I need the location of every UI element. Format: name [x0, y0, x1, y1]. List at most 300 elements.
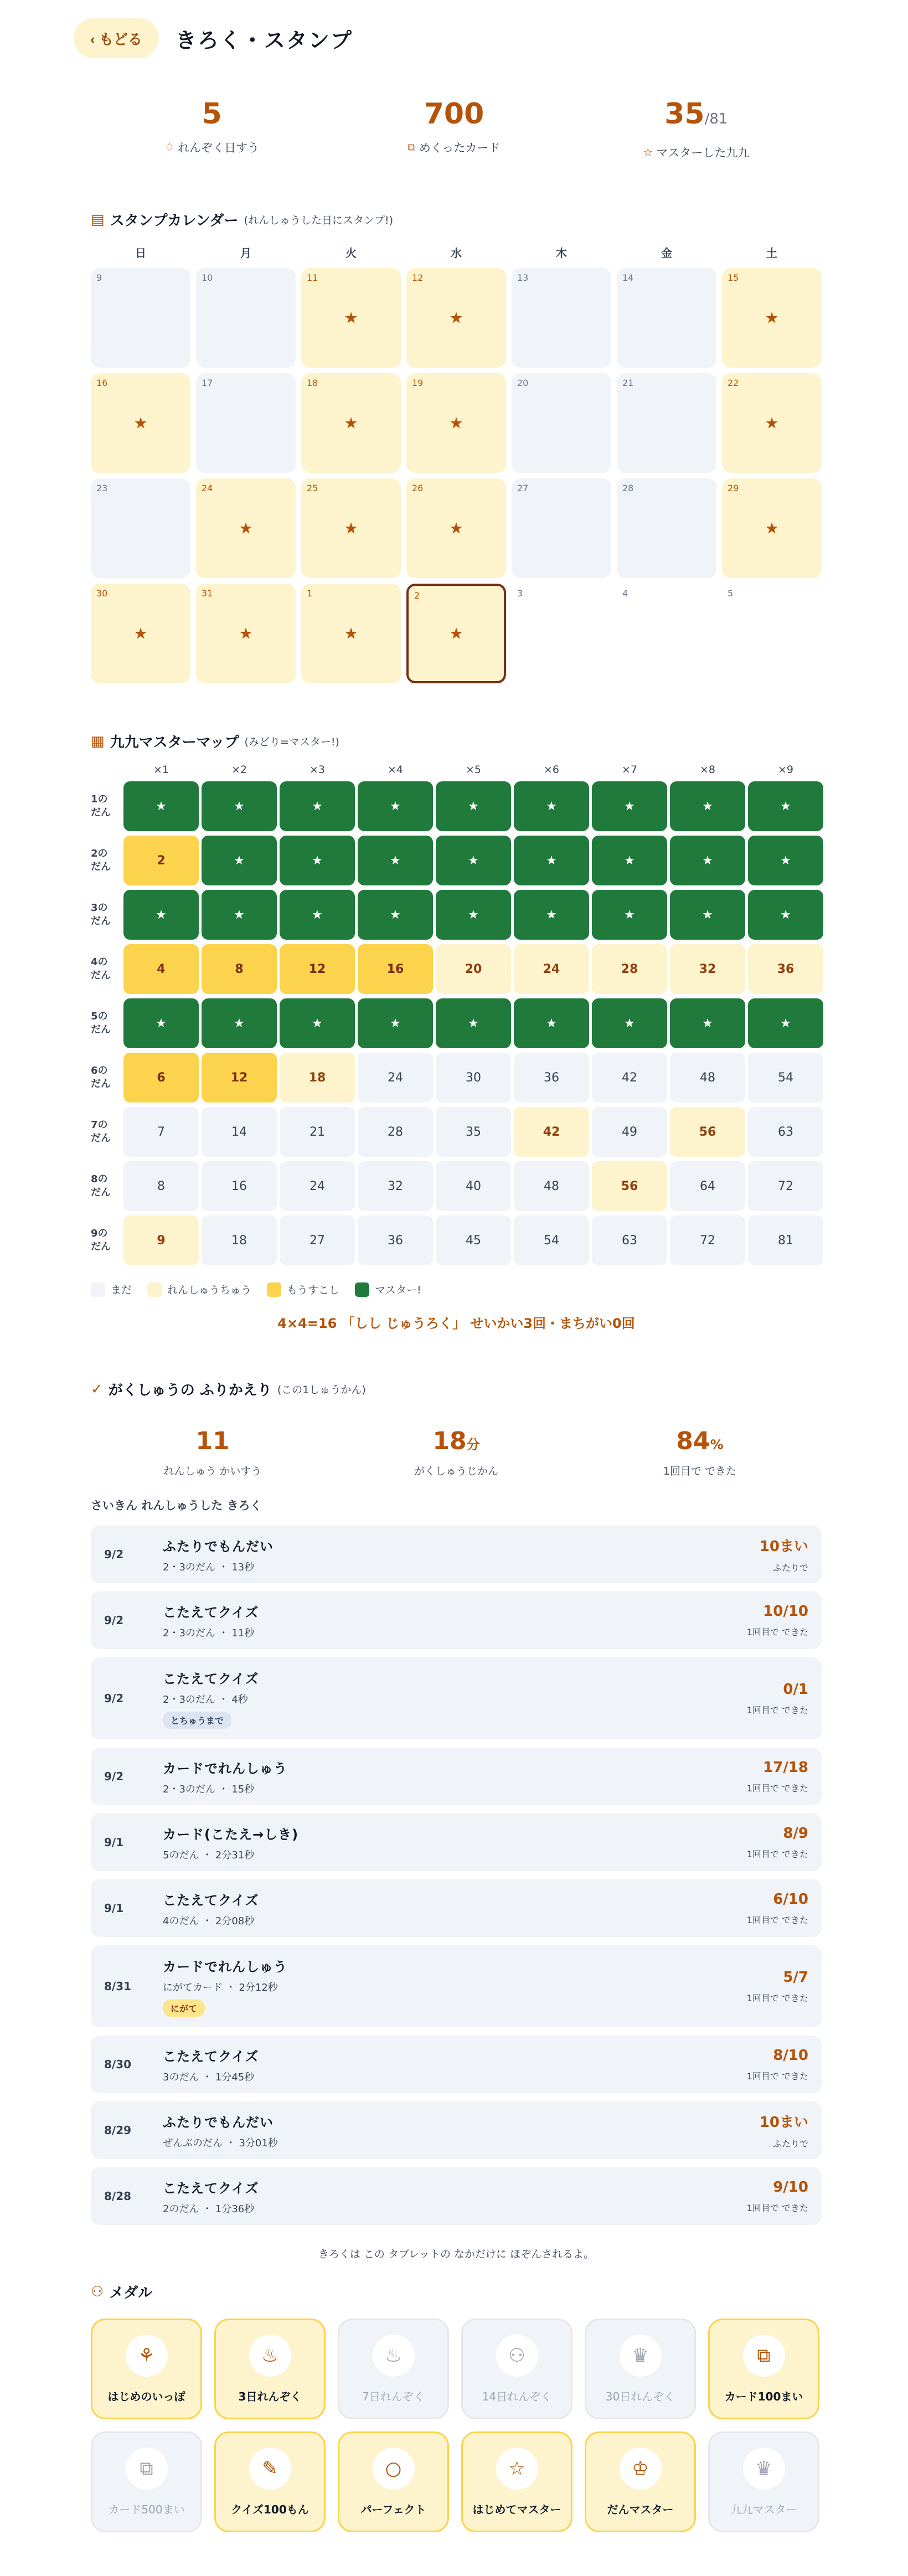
- history-title: カード(こたえ→しき): [163, 1826, 299, 1842]
- multiplication-cell[interactable]: 42: [592, 1053, 667, 1102]
- circle-icon: ○: [373, 2448, 415, 2490]
- multiplication-cell[interactable]: ★: [280, 781, 355, 831]
- multiplication-cell[interactable]: 7: [123, 1107, 199, 1157]
- multiplication-cell[interactable]: ★: [748, 836, 823, 885]
- check-icon: ✓: [91, 1380, 103, 1398]
- calendar-grid: [91, 268, 822, 683]
- calendar-day[interactable]: [196, 478, 296, 578]
- column-label: ×3: [309, 764, 325, 776]
- storage-note: きろくは この タブレットの なかだけに ほぞんされるよ。: [318, 2248, 595, 2260]
- multiplication-cell[interactable]: 49: [592, 1107, 667, 1157]
- multiplication-cell[interactable]: 9: [123, 1215, 199, 1265]
- weekday-label: 日: [135, 246, 146, 260]
- history-score: 6/10: [773, 1890, 808, 1908]
- legend-label: もうすこし: [287, 1284, 340, 1296]
- multiplication-cell[interactable]: ★: [280, 998, 355, 1048]
- row-label: 4の だん: [91, 956, 111, 981]
- day-number: 10: [202, 272, 213, 283]
- review-stat-label: れんしゅう かいすう: [163, 1465, 262, 1477]
- column-label: ×9: [777, 764, 793, 776]
- multiplication-cell[interactable]: ★: [202, 836, 277, 885]
- multiplication-cell[interactable]: 40: [436, 1161, 511, 1211]
- review-stat-value: 11: [195, 1427, 230, 1455]
- mastermap-columns: [91, 764, 822, 776]
- history-row[interactable]: [91, 1591, 822, 1649]
- medal-label: カード100まい: [724, 2389, 803, 2403]
- column-label: ×6: [543, 764, 559, 776]
- history-score-label: 1回目で できた: [746, 1914, 808, 1925]
- page-title: きろく・スタンプ: [175, 28, 353, 53]
- history-score-label: 1回目で できた: [746, 1992, 808, 2003]
- multiplication-cell[interactable]: ★: [592, 781, 667, 831]
- multiplication-cell[interactable]: 42: [514, 1107, 589, 1157]
- history-row[interactable]: [91, 2036, 822, 2093]
- multiplication-cell[interactable]: ★: [280, 836, 355, 885]
- history-title: カードでれんしゅう: [163, 1959, 287, 1975]
- multiplication-cell[interactable]: 54: [748, 1053, 823, 1102]
- multiplication-cell[interactable]: 18: [280, 1053, 355, 1102]
- history-date: 8/28: [104, 2189, 132, 2203]
- multiplication-cell[interactable]: 36: [514, 1053, 589, 1102]
- day-number: 24: [202, 483, 213, 493]
- day-number: 20: [517, 378, 529, 388]
- calendar-day: [722, 584, 822, 683]
- star-icon: ☆: [643, 146, 653, 159]
- calendar-weekdays: [91, 244, 822, 260]
- day-number: 3: [517, 588, 523, 599]
- multiplication-cell[interactable]: 64: [670, 1161, 745, 1211]
- summary-stats: [91, 97, 817, 161]
- multiplication-cell[interactable]: 48: [670, 1053, 745, 1102]
- history-score-label: 1回目で できた: [746, 2202, 808, 2213]
- legend-label: まだ: [111, 1284, 132, 1296]
- history-detail: 2・3のだん ・ 15秒: [163, 1783, 255, 1795]
- day-number: 25: [307, 483, 318, 493]
- crown-icon: ♛: [743, 2448, 785, 2490]
- history-date: 9/2: [104, 1692, 124, 1705]
- column-label: ×5: [465, 764, 481, 776]
- review-stat-value-wrap: [91, 1427, 334, 1455]
- history-result: [747, 2047, 808, 2082]
- multiplication-cell[interactable]: ★: [202, 890, 277, 940]
- calendar-day[interactable]: [722, 478, 822, 578]
- medal-badge[interactable]: [214, 2319, 326, 2419]
- multiplication-cell[interactable]: ★: [514, 890, 589, 940]
- medal-label: 14日れんぞく: [482, 2389, 552, 2403]
- medal-badge[interactable]: [91, 2431, 202, 2532]
- row-label: 8の だん: [91, 1173, 111, 1198]
- calendar-day[interactable]: [722, 373, 822, 473]
- review-title: がくしゅうの ふりかえり: [108, 1382, 272, 1399]
- history-title: カードでれんしゅう: [163, 1760, 287, 1776]
- day-number: 28: [622, 483, 634, 493]
- history-detail: にがてカード ・ 2分12秒: [163, 1982, 278, 1993]
- stamp-star-icon: ★: [344, 624, 358, 643]
- calendar-day[interactable]: [91, 478, 190, 578]
- medal-badge[interactable]: [461, 2319, 572, 2419]
- history-result: [747, 1759, 808, 1794]
- history-info: [163, 2046, 747, 2084]
- history-detail: 2・3のだん ・ 11秒: [163, 1627, 255, 1639]
- history-score-label: 1回目で できた: [746, 1704, 808, 1715]
- history-date: 9/1: [104, 1836, 124, 1849]
- calendar-day[interactable]: [301, 584, 401, 683]
- multiplication-cell[interactable]: ★: [592, 890, 667, 940]
- multiplication-cell[interactable]: ★: [123, 781, 199, 831]
- history-score: 5/7: [783, 1969, 808, 1986]
- stamp-star-icon: ★: [449, 624, 463, 643]
- sprout-icon: ⚘: [126, 2335, 168, 2377]
- multiplication-cell[interactable]: ★: [592, 998, 667, 1048]
- multiplication-cell[interactable]: ★: [514, 836, 589, 885]
- multiplication-cell[interactable]: ★: [748, 781, 823, 831]
- stamp-star-icon: ★: [239, 624, 253, 643]
- history-list: [91, 1526, 822, 2225]
- multiplication-cell[interactable]: 56: [670, 1107, 745, 1157]
- history-row[interactable]: [91, 1657, 822, 1739]
- multiplication-cell[interactable]: ★: [358, 890, 433, 940]
- history-date: 9/1: [104, 1902, 124, 1915]
- calendar-day[interactable]: [91, 373, 190, 473]
- multiplication-cell[interactable]: 24: [514, 944, 589, 994]
- day-number: 26: [412, 483, 424, 493]
- calendar-day[interactable]: [617, 373, 716, 473]
- weekday-label: 水: [451, 246, 462, 260]
- stat-streak: [91, 97, 333, 161]
- history-date: 8/31: [104, 1980, 132, 1993]
- stamp-star-icon: ★: [765, 414, 779, 432]
- calendar-day[interactable]: [617, 268, 716, 368]
- history-detail: ぜんぶのだん ・ 3分01秒: [163, 2137, 278, 2149]
- medal-label: はじめのいっぽ: [107, 2389, 185, 2403]
- day-number: 15: [728, 272, 739, 283]
- multiplication-cell[interactable]: 24: [358, 1053, 433, 1102]
- legend-label: れんしゅうちゅう: [167, 1284, 252, 1296]
- history-detail: 2・3のだん ・ 13秒: [163, 1561, 255, 1573]
- cards-icon: ⧉: [407, 141, 416, 154]
- multiplication-cell[interactable]: 27: [280, 1215, 355, 1265]
- row-label: 6の だん: [91, 1065, 111, 1090]
- multiplication-cell[interactable]: ★: [358, 998, 433, 1048]
- calendar-day[interactable]: [512, 478, 611, 578]
- multiplication-cell[interactable]: 36: [748, 944, 823, 994]
- multiplication-cell[interactable]: ★: [670, 836, 745, 885]
- multiplication-cell[interactable]: 8: [202, 944, 277, 994]
- stat-label: れんぞく日すう: [178, 141, 260, 154]
- day-number: 4: [622, 588, 628, 599]
- medals-title: メダル: [109, 2285, 153, 2301]
- calendar-day[interactable]: [91, 268, 190, 368]
- day-number: 5: [728, 588, 734, 599]
- star-icon: ☆: [496, 2448, 538, 2490]
- medal-badge[interactable]: [91, 2319, 202, 2419]
- day-number: 17: [202, 378, 213, 388]
- history-score: 9/10: [773, 2178, 808, 2196]
- calendar-day[interactable]: [301, 478, 401, 578]
- history-title: こたえてクイズ: [163, 1671, 259, 1687]
- review-stat-label: 1回目で できた: [663, 1465, 737, 1477]
- calendar-day[interactable]: [406, 268, 506, 368]
- medal-label: 九九マスター: [730, 2502, 797, 2516]
- cards-icon: ⧉: [126, 2448, 168, 2490]
- stamp-calendar: [91, 209, 822, 683]
- multiplication-cell[interactable]: ★: [358, 781, 433, 831]
- history-row[interactable]: [91, 1945, 822, 2027]
- multiplication-cell[interactable]: ★: [123, 890, 199, 940]
- legend-swatch: [267, 1282, 281, 1297]
- last-answer-record: 4×4=16 「しし じゅうろく」 せいかい3回・まちがい0回: [277, 1316, 635, 1331]
- stamp-star-icon: ★: [133, 414, 148, 432]
- day-number: 16: [96, 378, 108, 388]
- stat-label: マスターした九九: [656, 146, 750, 159]
- day-number: 27: [517, 483, 529, 493]
- history-info: [163, 1601, 747, 1640]
- history-title: こたえてクイズ: [163, 1892, 259, 1908]
- multiplication-cell[interactable]: ★: [358, 836, 433, 885]
- history-score: 10まい: [759, 2114, 808, 2131]
- multiplication-cell[interactable]: ★: [748, 998, 823, 1048]
- row-label: 7の だん: [91, 1119, 111, 1144]
- multiplication-cell[interactable]: 8: [123, 1161, 199, 1211]
- medal-badge[interactable]: [338, 2319, 449, 2419]
- history-detail: 2・3のだん ・ 4秒: [163, 1694, 248, 1706]
- calendar-day[interactable]: [617, 478, 716, 578]
- multiplication-cell[interactable]: 63: [748, 1107, 823, 1157]
- day-number: 31: [202, 588, 213, 599]
- multiplication-cell[interactable]: ★: [202, 998, 277, 1048]
- history-row[interactable]: [91, 1748, 822, 1805]
- multiplication-cell[interactable]: ★: [123, 998, 199, 1048]
- multiplication-cell[interactable]: 21: [280, 1107, 355, 1157]
- review-subtitle: (この1しゅうかん): [277, 1384, 366, 1396]
- multiplication-cell[interactable]: ★: [670, 998, 745, 1048]
- multiplication-cell[interactable]: ★: [436, 998, 511, 1048]
- multiplication-cell[interactable]: 28: [358, 1107, 433, 1157]
- stamp-star-icon: ★: [765, 308, 779, 327]
- medal-label: はじめてマスター: [472, 2502, 561, 2516]
- history-result: [747, 1825, 808, 1860]
- stat-cards: [333, 97, 575, 161]
- day-number: 30: [96, 588, 108, 599]
- multiplication-cell[interactable]: ★: [670, 890, 745, 940]
- day-number: 13: [517, 272, 529, 283]
- multiplication-cell[interactable]: 16: [202, 1161, 277, 1211]
- medal-icon: ⚇: [91, 2283, 104, 2300]
- day-number: 23: [96, 483, 108, 493]
- weekday-label: 金: [661, 246, 672, 260]
- multiplication-cell[interactable]: 18: [202, 1215, 277, 1265]
- review-section: [91, 1379, 822, 2261]
- multiplication-cell[interactable]: ★: [592, 836, 667, 885]
- column-label: ×7: [621, 764, 637, 776]
- history-info: [163, 1758, 747, 1796]
- calendar-subtitle: (れんしゅうした日にスタンプ!): [244, 214, 394, 226]
- multiplication-cell[interactable]: 12: [280, 944, 355, 994]
- calendar-day[interactable]: [406, 478, 506, 578]
- weekday-label: 月: [240, 246, 251, 260]
- review-stat-unit: %: [710, 1437, 724, 1452]
- day-number: 11: [307, 272, 318, 283]
- medal-badge[interactable]: [461, 2431, 572, 2532]
- multiplication-cell[interactable]: ★: [436, 781, 511, 831]
- multiplication-cell[interactable]: ★: [514, 998, 589, 1048]
- stamp-star-icon: ★: [344, 519, 358, 538]
- multiplication-cell[interactable]: 35: [436, 1107, 511, 1157]
- calendar-day[interactable]: [196, 373, 296, 473]
- history-detail: 3のだん ・ 1分45秒: [163, 2071, 255, 2083]
- calendar-title: スタンプカレンダー: [110, 213, 239, 229]
- medal-label: パーフェクト: [360, 2502, 426, 2516]
- stat-label: めくったカード: [419, 141, 501, 154]
- day-number: 29: [728, 483, 739, 493]
- review-stat-value: 84: [676, 1427, 710, 1455]
- legend-item: [355, 1282, 421, 1297]
- multiplication-cell[interactable]: ★: [436, 890, 511, 940]
- review-stats: [91, 1427, 822, 1478]
- medals-section: [91, 2281, 822, 2532]
- medal-badge[interactable]: [585, 2319, 696, 2419]
- calendar-day[interactable]: [301, 373, 401, 473]
- history-result: [760, 2111, 808, 2150]
- calendar-day[interactable]: [196, 584, 296, 683]
- history-tag: とちゅうまで: [163, 1712, 231, 1729]
- multiplication-cell[interactable]: ★: [514, 781, 589, 831]
- history-score: 8/9: [783, 1825, 808, 1842]
- review-stat-value-wrap: [578, 1427, 822, 1455]
- mastermap-grid: [91, 781, 822, 1265]
- medal-label: 7日れんぞく: [362, 2389, 425, 2403]
- history-score: 0/1: [783, 1681, 808, 1698]
- calendar-day[interactable]: [512, 268, 611, 368]
- multiplication-cell[interactable]: ★: [670, 781, 745, 831]
- day-number: 1: [307, 588, 313, 599]
- history-title: ふたりでもんだい: [163, 1538, 274, 1554]
- calendar-day: [617, 584, 716, 683]
- multiplication-cell[interactable]: 30: [436, 1053, 511, 1102]
- calendar-day[interactable]: [91, 584, 190, 683]
- column-label: ×8: [699, 764, 715, 776]
- multiplication-cell[interactable]: 45: [436, 1215, 511, 1265]
- calendar-day[interactable]: [406, 584, 506, 683]
- column-label: ×4: [387, 764, 403, 776]
- calendar-day[interactable]: [512, 373, 611, 473]
- back-button[interactable]: ‹ もどる: [74, 18, 159, 58]
- multiplication-cell[interactable]: 20: [436, 944, 511, 994]
- multiplication-cell[interactable]: 81: [748, 1215, 823, 1265]
- medal-badge[interactable]: [585, 2431, 696, 2532]
- medal-badge[interactable]: [214, 2431, 326, 2532]
- history-info: [163, 1889, 747, 1928]
- history-date: 9/2: [104, 1548, 124, 1561]
- stamp-star-icon: ★: [344, 414, 358, 432]
- multiplication-cell[interactable]: ★: [280, 890, 355, 940]
- medal-badge[interactable]: [708, 2319, 819, 2419]
- stat-suffix: /81: [704, 111, 728, 127]
- weekday-label: 土: [766, 246, 777, 260]
- history-row[interactable]: [91, 2101, 822, 2159]
- history-info: [163, 2111, 760, 2150]
- cards-icon: ⧉: [743, 2335, 785, 2377]
- multiplication-cell[interactable]: ★: [436, 836, 511, 885]
- history-info: [163, 1536, 760, 1574]
- multiplication-cell[interactable]: 16: [358, 944, 433, 994]
- calendar-day[interactable]: [406, 373, 506, 473]
- multiplication-cell[interactable]: 6: [123, 1053, 199, 1102]
- multiplication-cell[interactable]: 72: [748, 1161, 823, 1211]
- review-stat: [334, 1427, 578, 1478]
- history-result: [760, 1535, 808, 1574]
- legend-item: [147, 1282, 251, 1297]
- history-title: こたえてクイズ: [163, 2048, 259, 2064]
- multiplication-cell[interactable]: 2: [123, 836, 199, 885]
- history-score-label: 1回目で できた: [746, 2070, 808, 2082]
- stat-value: 5: [202, 97, 222, 131]
- stamp-star-icon: ★: [449, 414, 463, 432]
- multiplication-cell[interactable]: 28: [592, 944, 667, 994]
- multiplication-cell[interactable]: 4: [123, 944, 199, 994]
- flame-icon: ♢: [164, 141, 175, 154]
- history-info: [163, 1668, 747, 1729]
- multiplication-cell[interactable]: 48: [514, 1161, 589, 1211]
- medal-badge[interactable]: [338, 2431, 449, 2532]
- multiplication-cell[interactable]: 32: [358, 1161, 433, 1211]
- review-stat-value: 18: [432, 1427, 467, 1455]
- multiplication-cell[interactable]: ★: [748, 890, 823, 940]
- history-detail: 4のだん ・ 2分08秒: [163, 1915, 255, 1927]
- history-row[interactable]: [91, 2167, 822, 2225]
- review-stat-unit: 分: [466, 1437, 480, 1452]
- calendar-day[interactable]: [196, 268, 296, 368]
- multiplication-cell[interactable]: 36: [358, 1215, 433, 1265]
- multiplication-cell[interactable]: 32: [670, 944, 745, 994]
- history-info: [163, 1956, 747, 2017]
- mastermap-subtitle: (みどり=マスター!): [244, 736, 339, 748]
- multiplication-cell[interactable]: ★: [202, 781, 277, 831]
- day-number: 22: [728, 378, 739, 388]
- row-label: 5の だん: [91, 1011, 111, 1035]
- legend-item: [267, 1282, 339, 1297]
- history-info: [163, 2177, 747, 2216]
- review-stat-value-wrap: [334, 1427, 578, 1455]
- day-number: 14: [622, 272, 634, 283]
- history-result: [747, 1681, 808, 1716]
- calendar-day[interactable]: [722, 268, 822, 368]
- header: [74, 18, 353, 58]
- multiplication-cell[interactable]: 14: [202, 1107, 277, 1157]
- multiplication-cell[interactable]: 56: [592, 1161, 667, 1211]
- stamp-star-icon: ★: [239, 519, 253, 538]
- day-number: 18: [307, 378, 318, 388]
- history-row[interactable]: [91, 1526, 822, 1583]
- history-score-label: ふたりで: [772, 1563, 808, 1573]
- calendar-day[interactable]: [301, 268, 401, 368]
- history-score: 10まい: [759, 1538, 808, 1555]
- multiplication-cell[interactable]: 24: [280, 1161, 355, 1211]
- multiplication-cell[interactable]: 54: [514, 1215, 589, 1265]
- legend-label: マスター!: [375, 1284, 421, 1296]
- medal-badge[interactable]: [708, 2431, 819, 2532]
- multiplication-cell[interactable]: 12: [202, 1053, 277, 1102]
- history-row[interactable]: [91, 1813, 822, 1871]
- history-result: [747, 1603, 808, 1638]
- history-row[interactable]: [91, 1879, 822, 1937]
- mastermap-title: 九九マスターマップ: [110, 734, 239, 751]
- history-score-label: 1回目で できた: [746, 1782, 808, 1794]
- day-number: 2: [414, 590, 420, 601]
- multiplication-cell[interactable]: 63: [592, 1215, 667, 1265]
- multiplication-cell[interactable]: 72: [670, 1215, 745, 1265]
- weekday-label: 火: [345, 246, 357, 260]
